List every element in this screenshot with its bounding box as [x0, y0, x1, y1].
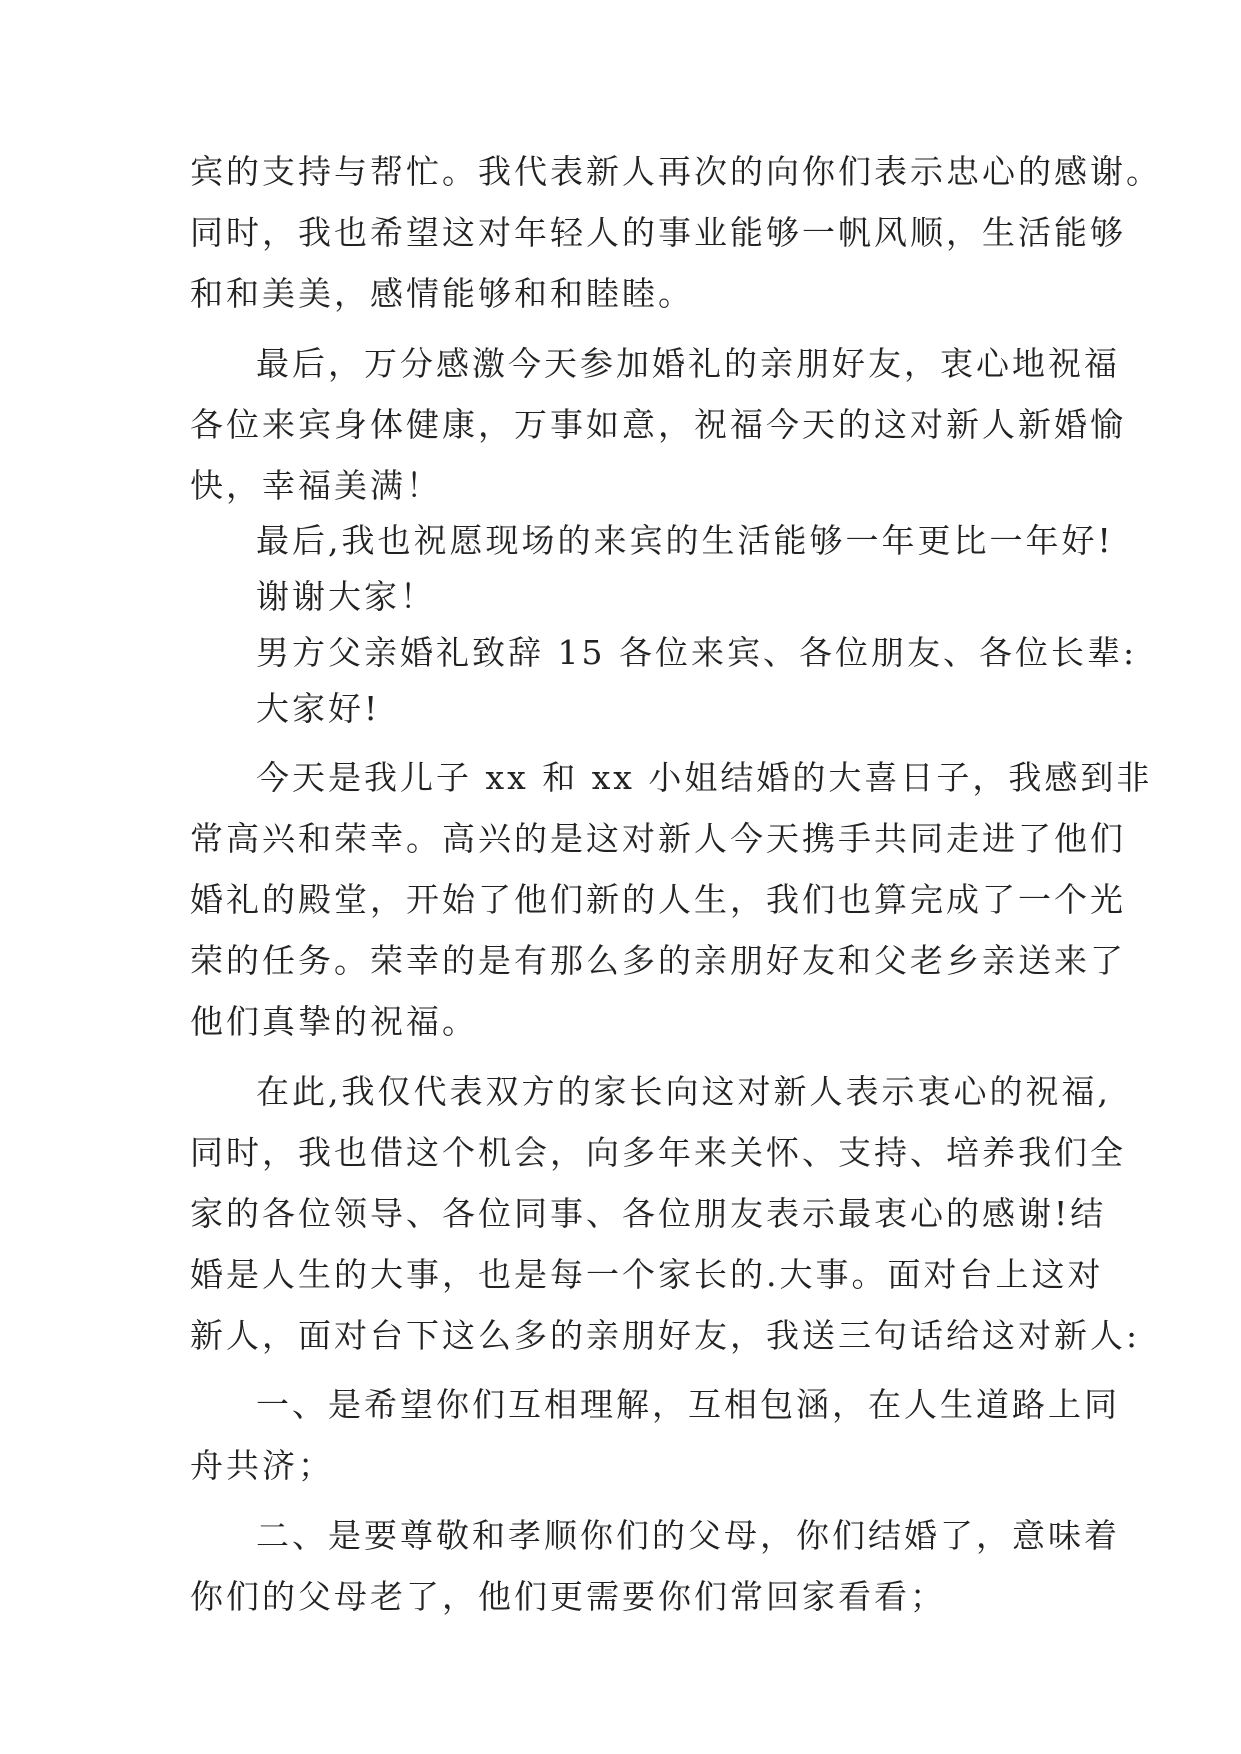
text-line: 你们的父母老了，他们更需要你们常回家看看；	[190, 1577, 946, 1616]
paragraph-start-line: 最后,我也祝愿现场的来宾的生活能够一年更比一年好!	[256, 521, 1114, 560]
paragraph-start-line: 二、是要尊敬和孝顺你们的父母，你们结婚了，意味着	[256, 1516, 1120, 1555]
text-line: 常高兴和荣幸。高兴的是这对新人今天携手共同走进了他们	[190, 819, 1126, 858]
text-line: 各位来宾身体健康，万事如意，祝福今天的这对新人新婚愉	[190, 405, 1126, 444]
text-line: 婚礼的殿堂，开始了他们新的人生，我们也算完成了一个光	[190, 880, 1126, 919]
paragraph-start-line: 谢谢大家！	[256, 577, 436, 616]
text-line: 快，幸福美满！	[190, 466, 442, 505]
text-line: 新人，面对台下这么多的亲朋好友，我送三句话给这对新人:	[190, 1316, 1141, 1355]
text-line: 同时，我也借这个机会，向多年来关怀、支持、培养我们全	[190, 1133, 1126, 1172]
paragraph-start-line: 最后，万分感激今天参加婚礼的亲朋好友，衷心地祝福	[256, 344, 1120, 383]
text-line: 婚是人生的大事，也是每一个家长的.大事。面对台上这对	[190, 1255, 1104, 1294]
text-line: 宾的支持与帮忙。我代表新人再次的向你们表示忠心的感谢。	[190, 152, 1162, 191]
paragraph-start-line: 今天是我儿子 xx 和 xx 小姐结婚的大喜日子，我感到非	[256, 758, 1153, 797]
text-line: 同时，我也希望这对年轻人的事业能够一帆风顺，生活能够	[190, 213, 1126, 252]
text-line: 和和美美，感情能够和和睦睦。	[190, 274, 694, 313]
text-line: 他们真挚的祝福。	[190, 1002, 478, 1041]
greeting-line: 大家好!	[256, 689, 381, 728]
paragraph-start-line: 一、是希望你们互相理解，互相包涵，在人生道路上同	[256, 1385, 1120, 1424]
text-line: 舟共济；	[190, 1446, 334, 1485]
section-heading-line: 男方父亲婚礼致辞 15 各位来宾、各位朋友、各位长辈:	[256, 633, 1138, 672]
text-line: 荣的任务。荣幸的是有那么多的亲朋好友和父老乡亲送来了	[190, 941, 1126, 980]
paragraph-start-line: 在此,我仅代表双方的家长向这对新人表示衷心的祝福,	[256, 1072, 1111, 1111]
text-line: 家的各位领导、各位同事、各位朋友表示最衷心的感谢!结	[190, 1194, 1107, 1233]
